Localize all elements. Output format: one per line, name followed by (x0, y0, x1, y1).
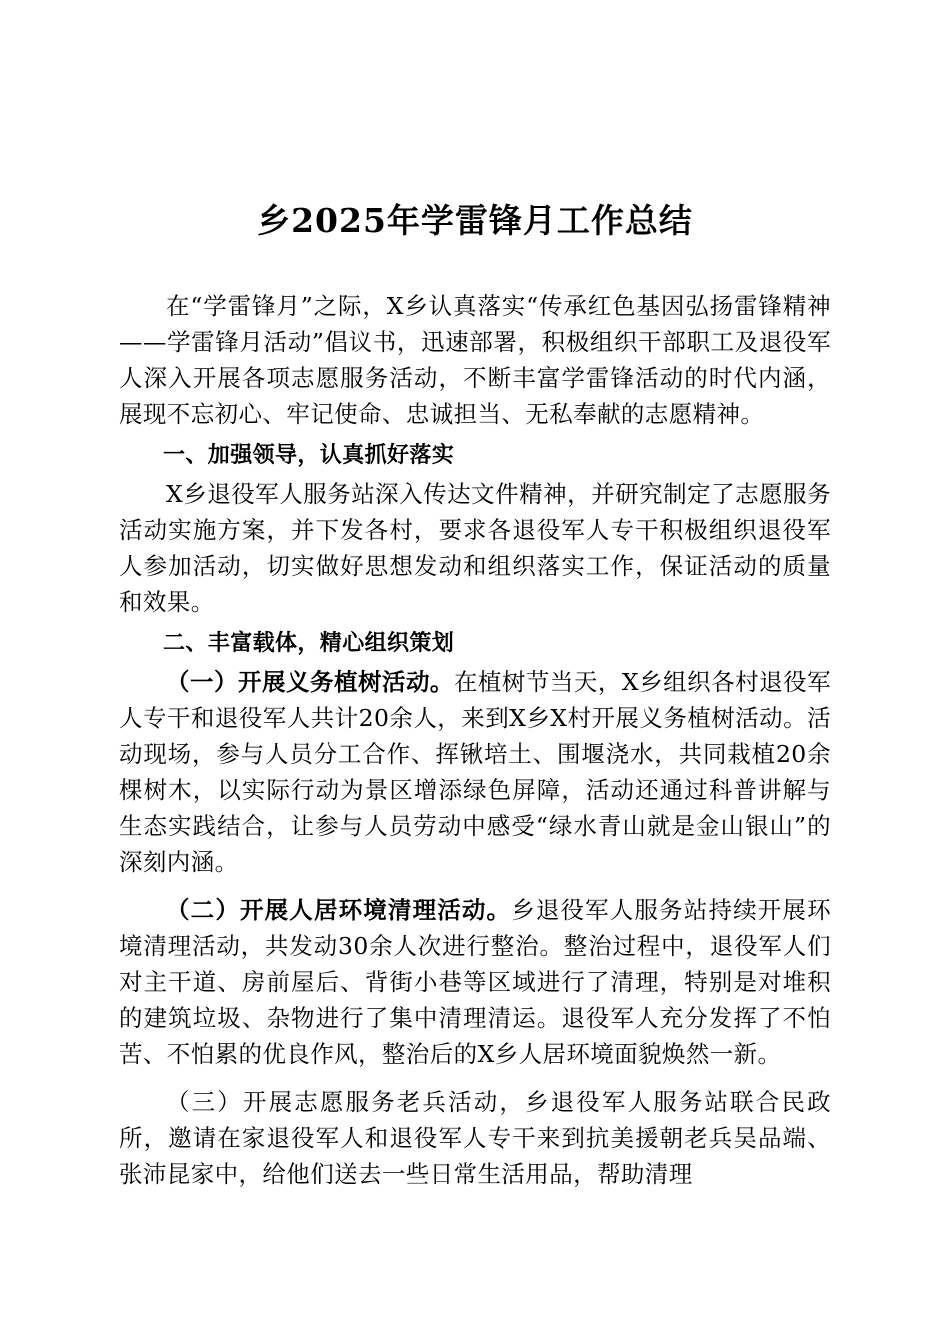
intro-paragraph: 在“学雷锋月”之际，X乡认真落实“传承红色基因弘扬雷锋精神——学雷锋月活动”倡议书，迅速部署，积极组织干部职工及退役军人深入开展各项志愿服务活动，不断丰富学雷锋活动的时代内涵，展现不忘初心、牢记使命、忠诚担当、无私奉献的志愿精神。 (119, 292, 831, 428)
subsection-1-paragraph (119, 664, 831, 880)
subsection-3-lead: （三）开展志愿服务老兵活动， (166, 1088, 526, 1116)
document-title: 乡2025年学雷锋月工作总结 (257, 201, 693, 240)
subsection-2-lead: （二）开展人居环境清理活动。 (166, 896, 512, 924)
document-body (119, 288, 831, 1192)
subsection-3-body: 乡退役军人服务站联合民政所，邀请在家退役军人和退役军人专干来到抗美援朝老兵吴品端、张沛昆家中，给他们送去一些日常生活用品，帮助清理 (119, 1088, 831, 1188)
subsection-1-lead: （一）开展义务植树活动。 (166, 668, 454, 696)
section-1-paragraph: X乡退役军人服务站深入传达文件精神，并研究制定了志愿服务活动实施方案，并下发各村，要求各退役军人专干积极组织退役军人参加活动，切实做好思想发动和组织落实工作，保证活动的质量和效果。 (119, 480, 831, 616)
subsection-3-paragraph (119, 1084, 831, 1192)
section-heading-1: 一、加强领导，认真抓好落实 (163, 443, 455, 468)
section-heading-2: 二、丰富载体，精心组织策划 (163, 631, 455, 656)
subsection-1-body: 在植树节当天，X乡组织各村退役军人专干和退役军人共计20余人，来到X乡X村开展义务植树活动。活动现场，参与人员分工合作、挥锹培土、围堰浇水，共同栽植20余棵树木，以实际行动为景区增添绿色屏障，活动还通过科普讲解与生态实践结合，让参与人员劳动中感受“绿水青山就是金山银山”的深刻内涵。 (119, 668, 831, 876)
subsection-2-body: 乡退役军人服务站持续开展环境清理活动，共发动30余人次进行整治。整治过程中，退役军人们对主干道、房前屋后、背街小巷等区域进行了清理，特别是对堆积的建筑垃圾、杂物进行了集中清理清运。退役军人充分发挥了不怕苦、不怕累的优良作风，整治后的X乡人居环境面貌焕然一新。 (119, 896, 831, 1068)
subsection-2-paragraph (119, 892, 831, 1072)
